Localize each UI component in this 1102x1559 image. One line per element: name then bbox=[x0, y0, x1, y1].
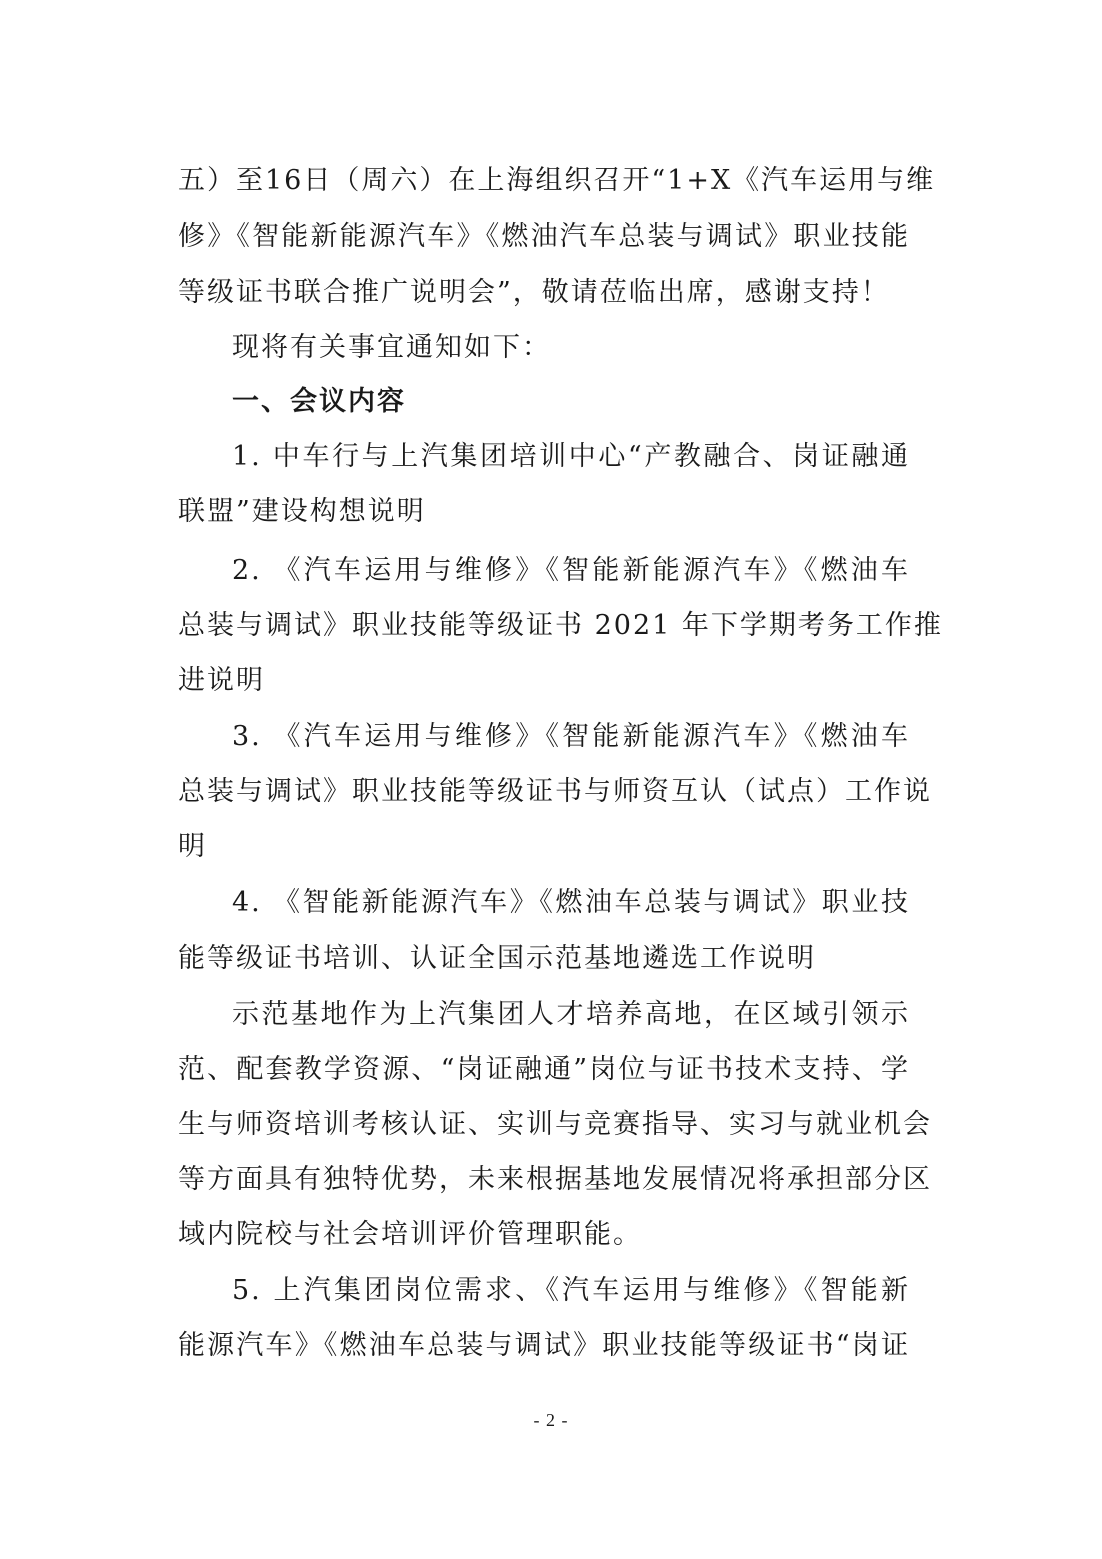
list-item-2: 2. 《汽车运用与维修》《智能新能源汽车》《燃油车 bbox=[232, 555, 910, 586]
body-line: 进说明 bbox=[178, 665, 265, 696]
body-line: 生与师资培训考核认证、实训与竞赛指导、实习与就业机会 bbox=[178, 1109, 932, 1140]
body-line: 修》《智能新能源汽车》《燃油汽车总装与调试》职业技能 bbox=[178, 221, 910, 252]
list-item-5: 5. 上汽集团岗位需求、《汽车运用与维修》《智能新 bbox=[232, 1275, 910, 1306]
list-item-4: 4. 《智能新能源汽车》《燃油车总装与调试》职业技 bbox=[232, 887, 910, 918]
body-line: 域内院校与社会培训评价管理职能。 bbox=[178, 1219, 642, 1250]
body-line: 等方面具有独特优势，未来根据基地发展情况将承担部分区 bbox=[178, 1164, 932, 1195]
body-line: 总装与调试》职业技能等级证书 2021 年下学期考务工作推 bbox=[178, 610, 943, 641]
page-number: - 2 - bbox=[533, 1410, 569, 1430]
body-line: 等级证书联合推广说明会”，敬请莅临出席，感谢支持！ bbox=[178, 277, 890, 308]
body-line: 联盟”建设构想说明 bbox=[178, 496, 426, 527]
list-item-3: 3. 《汽车运用与维修》《智能新能源汽车》《燃油车 bbox=[232, 721, 910, 752]
body-line: 五）至16日（周六）在上海组织召开“1+X《汽车运用与维 bbox=[178, 165, 936, 196]
body-line: 现将有关事宜通知如下： bbox=[232, 332, 551, 363]
body-line: 能源汽车》《燃油车总装与调试》职业技能等级证书“岗证 bbox=[178, 1330, 910, 1361]
body-line: 范、配套教学资源、“岗证融通”岗位与证书技术支持、学 bbox=[178, 1054, 910, 1085]
section-heading: 一、会议内容 bbox=[232, 386, 406, 417]
body-line: 总装与调试》职业技能等级证书与师资互认（试点）工作说 bbox=[178, 776, 932, 807]
body-line: 示范基地作为上汽集团人才培养高地，在区域引领示 bbox=[232, 999, 910, 1030]
body-line: 明 bbox=[178, 831, 207, 862]
body-line: 能等级证书培训、认证全国示范基地遴选工作说明 bbox=[178, 943, 816, 974]
list-item-1: 1. 中车行与上汽集团培训中心“产教融合、岗证融通 bbox=[232, 441, 910, 472]
